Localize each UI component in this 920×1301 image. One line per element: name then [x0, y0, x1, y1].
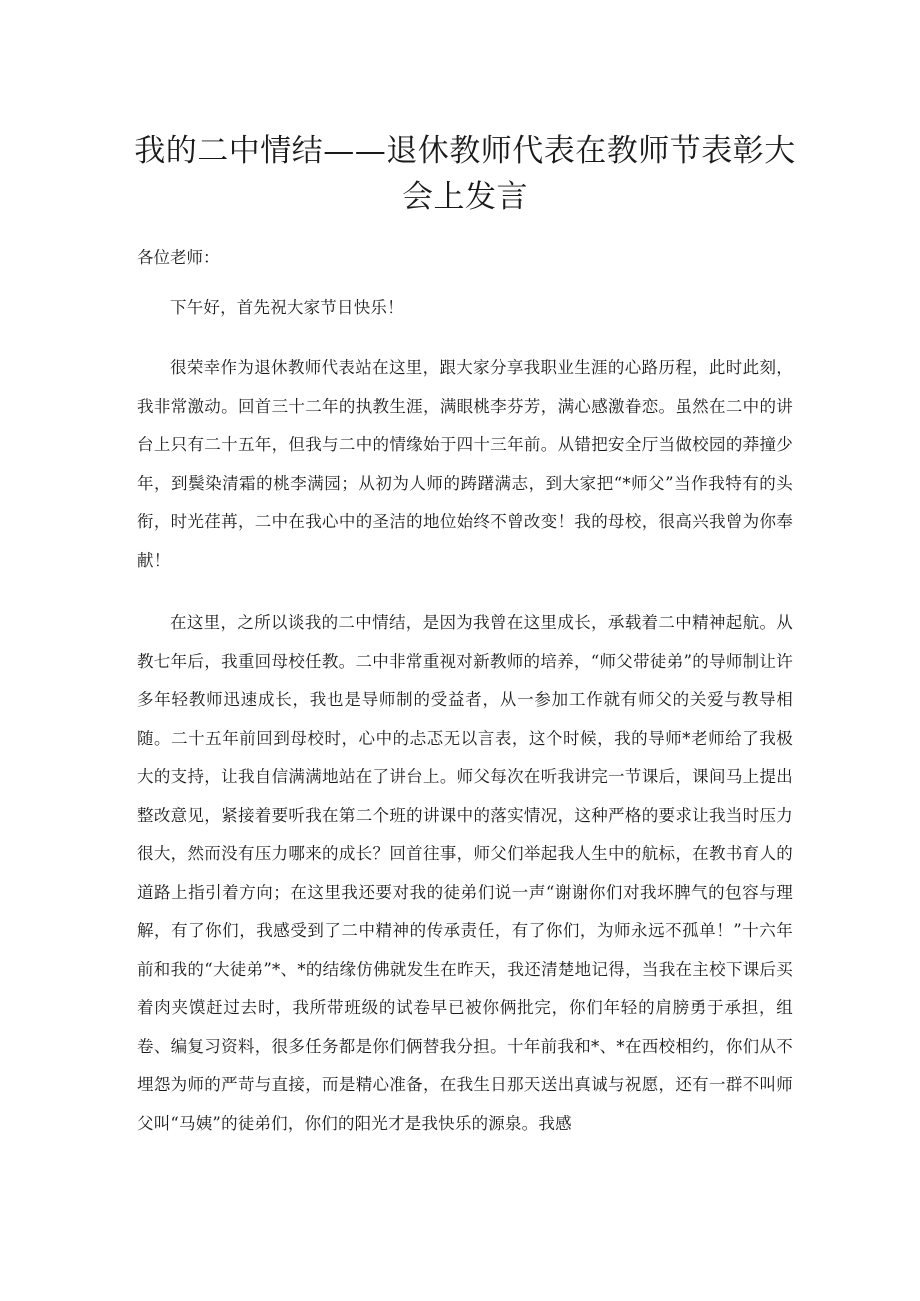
document-body — [137, 289, 793, 1167]
paragraph-introduction: 很荣幸作为退休教师代表站在这里，跟大家分享我职业生涯的心路历程，此时此刻，我非常激动。回首三十二年的执教生涯，满眼桃李芬芳，满心感激眷恋。虽然在二中的讲台上只有二十五年，但我与二中的情缘始于四十三年前。从错把安全厅当做校园的莽撞少年，到鬓染清霜的桃李满园；从初为人师的踌躇满志，到大家把“*师父”当作我特有的头衔，时光荏苒，二中在我心中的圣洁的地位始终不曾改变！我的母校，很高兴我曾为你奉献！ — [137, 358, 793, 570]
document-title: 我的二中情结——退休教师代表在教师节表彰大会上发言 — [134, 133, 796, 215]
salutation: 各位老师： — [137, 248, 220, 267]
paragraph-greeting: 下午好，首先祝大家节日快乐！ — [170, 298, 404, 317]
paragraph-growth: 在这里，之所以谈我的二中情结，是因为我曾在这里成长，承载着二中精神起航。从教七年后，我重回母校任教。二中非常重视对新教师的培养，“师父带徒弟”的导师制让许多年轻教师迅速成长，我也是导师制的受益者，从一参加工作就有师父的关爱与教导相随。二十五年前回到母校时，心中的忐忑无以言表，这个时候，我的导师*老师给了我极大的支持，让我自信满满地站在了讲台上。师父每次在听我讲完一节课后，课间马上提出整改意见，紧接着要听我在第二个班的讲课中的落实情况，这种严格的要求让我当时压力很大，然而没有压力哪来的成长？回首往事，师父们举起我人生中的航标，在教书育人的道路上指引着方向；在这里我还要对我的徒弟们说一声“谢谢你们对我坏脾气的包容与理解，有了你们，我感受到了二中精神的传承责任，有了你们，为师永远不孤单！”十六年前和我的“大徒弟”*、*的结缘仿佛就发生在昨天，我还清楚地记得，当我在主校下课后买着肉夹馍赶过去时，我所带班级的试卷早已被你俩批完，你们年轻的肩膀勇于承担，组卷、编复习资料，很多任务都是你们俩替我分担。十年前我和*、*在西校相约，你们从不埋怨为师的严苛与直接，而是精心准备，在我生日那天送出真诚与祝愿，还有一群不叫师父叫“马姨”的徒弟们，你们的阳光才是我快乐的源泉。我感 — [137, 613, 793, 1133]
